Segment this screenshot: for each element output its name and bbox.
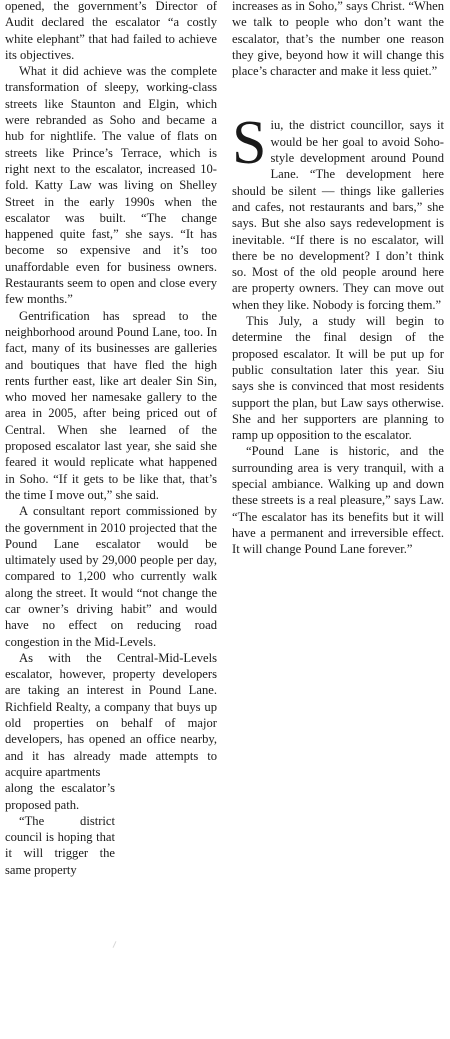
paragraph-law-quote: “Pound Lane is historic, and the surrounding area is very tranquil, with a special ambiance. Walking up and down these streets is a real pleasure,” says Law. “The escalator has its benefits but it will have a permanent and irreversible effect. It will change Pound Lane forever.” [232, 444, 444, 557]
paragraph-soho-transformation: What it did achieve was the complete transformation of sleepy, working-class streets like Staunton and Elgin, which were rebranded as Soho and became a hub for nightlife. The value of flats on streets like Prince’s Terrace, which is right next to the escalator, increased 10-fold. Katty Law was living on Shelley Street in the early 1990s when the escalator was built. “The change happened quite fast,” she says. “It has become so expensive and it’s too unaffordable even for business owners. Restaurants seem to open and close every few months.” [5, 64, 217, 307]
paragraph-continued: opened, the government’s Director of Audit declared the escalator “a costly white elephant” that had failed to achieve its objectives. [5, 0, 217, 62]
paragraph-soho-increases: increases as in Soho,” says Christ. “When we talk to people who don’t want the escalator, that’s the number one reason they give, beyond how it will change this place’s character and make it less quiet.” [232, 0, 444, 79]
paragraph-property-developers-narrow: along the escalator’s proposed path. [5, 781, 115, 812]
paragraph-property-developers: As with the Central-Mid-Levels escalator, however, property developers are taking an interest in Pound Lane. Richfield Realty, a company that buys up old properties on behalf of major developers, has opened an office nearby, and it has already made attempts to acquire apartments [5, 650, 217, 779]
paragraph-consultant-report: A consultant report commissioned by the government in 2010 projected that the Pound Lane escalator would be ultimately used by 29,000 people per day, compared to 1,200 who currently walk along the street. It would “not change the car owner’s driving habit” and would have no effect on reducing road congestion in the Mid-Levels. [5, 504, 217, 649]
article-column-left [5, 0, 217, 878]
paragraph-district-council: “The district council is hoping that it will trigger the same property [5, 813, 115, 877]
print-speck-mark [113, 941, 117, 948]
drop-cap-letter: S [232, 109, 267, 178]
paragraph-study-design: This July, a study will begin to determine the final design of the proposed escalator. It will be put up for public consultation later this year. Siu says she is convinced that most residents support the plan, but Law says otherwise. She and her supporters are planning to ramp up opposition to the escalator. [232, 314, 444, 443]
paragraph-siu-text: iu, the district councillor, says it would be her goal to avoid Soho-style development around Pound Lane. “The development here should be silent — things like galleries and cafes, not restaurants and bars,” she says. But she also says redevelopment is inevitable. “If there is no escalator, will there be no development? I don’t think so. Most of the old people around here are property owners. They can move out when they like. Nobody is forcing them.” [232, 118, 444, 312]
paragraph-siu-councillor [232, 109, 444, 313]
article-column-right [232, 0, 444, 558]
paragraph-gentrification: Gentrification has spread to the neighborhood around Pound Lane, too. In fact, many of its businesses are galleries and boutiques that have fled the high rents further east, like art dealer Sin Sin, who moved her namesake gallery to the area in 2005, after being priced out of Central. When she learned of the proposed escalator last year, she said she feared it would replicate what happened in Soho. “If it gets to be like that, that’s the time I move out,” she said. [5, 308, 217, 502]
